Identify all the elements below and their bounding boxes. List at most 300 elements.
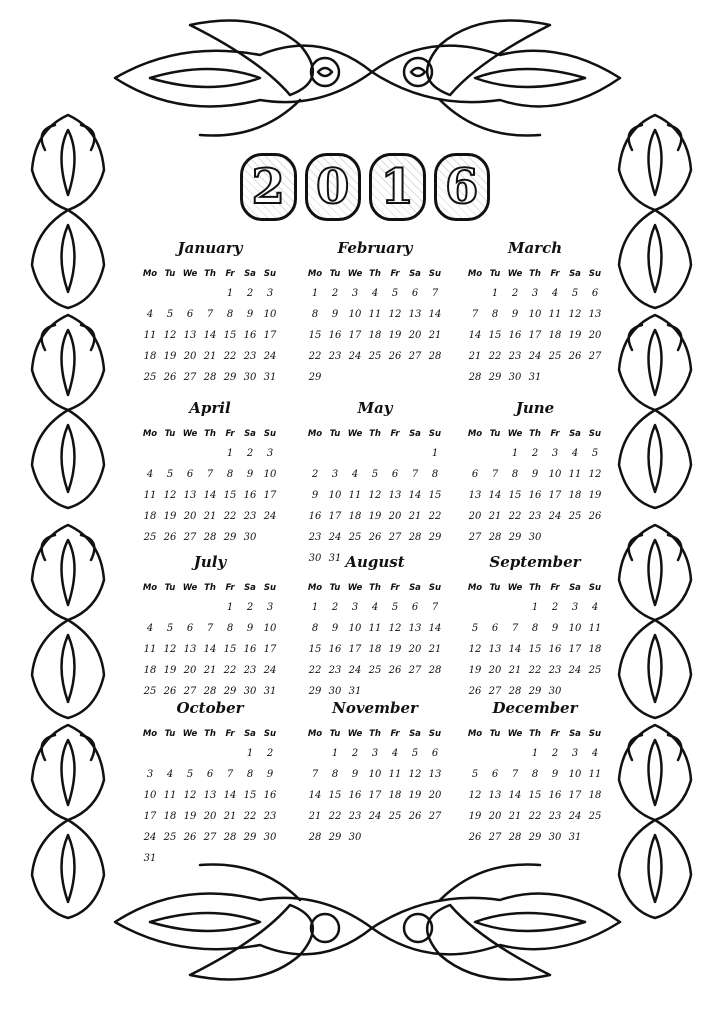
day-cell: 21 bbox=[203, 665, 217, 676]
day-cell: 5 bbox=[166, 623, 174, 634]
day-cell: 27 bbox=[183, 532, 197, 543]
day-cell: 10 bbox=[368, 769, 382, 780]
day-cell: 29 bbox=[528, 686, 542, 697]
weekday-header: Fr bbox=[390, 269, 400, 279]
day-cell: 25 bbox=[368, 351, 382, 362]
day-cell: 22 bbox=[428, 511, 442, 522]
day-cell: 31 bbox=[328, 553, 342, 564]
day-cell: 15 bbox=[488, 330, 502, 341]
day-cell: 22 bbox=[223, 665, 237, 676]
day-cell: 20 bbox=[203, 811, 217, 822]
weekday-header: Mo bbox=[307, 269, 323, 279]
day-cell: 6 bbox=[411, 288, 419, 299]
weekday-header: Fr bbox=[225, 429, 235, 439]
weekday-header: Su bbox=[588, 729, 602, 739]
month-name: October bbox=[176, 699, 244, 717]
weekday-header: Fr bbox=[390, 583, 400, 593]
day-cell: 21 bbox=[468, 351, 482, 362]
day-cell: 20 bbox=[183, 665, 197, 676]
day-cell: 22 bbox=[488, 351, 502, 362]
day-cell: 17 bbox=[548, 490, 562, 501]
day-cell: 28 bbox=[508, 686, 522, 697]
day-cell: 3 bbox=[551, 448, 559, 459]
day-cell: 27 bbox=[183, 372, 197, 383]
day-cell: 18 bbox=[368, 330, 382, 341]
empty-day-cell bbox=[160, 598, 180, 617]
day-cell: 5 bbox=[471, 623, 479, 634]
day-cell: 14 bbox=[203, 490, 217, 501]
day-cell: 24 bbox=[568, 811, 582, 822]
day-cell: 5 bbox=[186, 769, 194, 780]
month-name: September bbox=[489, 553, 581, 571]
weekday-header: Tu bbox=[329, 269, 341, 279]
day-cell: 3 bbox=[531, 288, 539, 299]
day-cell: 29 bbox=[223, 372, 237, 383]
day-cell: 5 bbox=[371, 469, 379, 480]
weekday-header: Th bbox=[369, 429, 381, 439]
day-cell: 12 bbox=[408, 769, 422, 780]
month-day-grid bbox=[140, 726, 280, 868]
day-cell: 19 bbox=[568, 330, 582, 341]
day-cell: 19 bbox=[163, 351, 177, 362]
day-cell: 28 bbox=[508, 832, 522, 843]
day-cell: 23 bbox=[548, 665, 562, 676]
day-cell: 3 bbox=[351, 288, 359, 299]
day-cell: 19 bbox=[408, 790, 422, 801]
day-cell: 12 bbox=[163, 490, 177, 501]
month-name: April bbox=[189, 399, 231, 417]
month-name: February bbox=[337, 239, 413, 257]
day-cell: 31 bbox=[568, 832, 582, 843]
day-cell: 28 bbox=[428, 351, 442, 362]
empty-day-cell bbox=[305, 744, 325, 763]
day-cell: 23 bbox=[348, 811, 362, 822]
day-cell: 24 bbox=[548, 511, 562, 522]
day-cell: 31 bbox=[528, 372, 542, 383]
day-cell: 12 bbox=[183, 790, 197, 801]
day-cell: 27 bbox=[183, 686, 197, 697]
weekday-header: Th bbox=[369, 729, 381, 739]
day-cell: 1 bbox=[491, 288, 499, 299]
day-cell: 2 bbox=[266, 748, 274, 759]
day-cell: 28 bbox=[408, 532, 422, 543]
day-cell: 24 bbox=[263, 665, 277, 676]
day-cell: 23 bbox=[243, 511, 257, 522]
day-cell: 15 bbox=[223, 330, 237, 341]
day-cell: 6 bbox=[591, 288, 599, 299]
day-cell: 26 bbox=[388, 665, 402, 676]
day-cell: 18 bbox=[348, 511, 362, 522]
day-cell: 10 bbox=[328, 490, 342, 501]
day-cell: 5 bbox=[591, 448, 599, 459]
day-cell: 24 bbox=[368, 811, 382, 822]
day-cell: 29 bbox=[528, 832, 542, 843]
day-cell: 21 bbox=[308, 811, 322, 822]
day-cell: 31 bbox=[263, 686, 277, 697]
month-september bbox=[465, 552, 605, 701]
day-cell: 8 bbox=[531, 623, 539, 634]
day-cell: 3 bbox=[571, 748, 579, 759]
weekday-header: Th bbox=[204, 729, 216, 739]
empty-day-cell bbox=[465, 284, 485, 303]
weekday-header: Mo bbox=[467, 429, 483, 439]
day-cell: 30 bbox=[243, 372, 257, 383]
day-cell: 22 bbox=[528, 811, 542, 822]
day-cell: 29 bbox=[223, 686, 237, 697]
weekday-header: Fr bbox=[550, 583, 560, 593]
year-title bbox=[240, 152, 490, 222]
day-cell: 29 bbox=[223, 532, 237, 543]
day-cell: 9 bbox=[551, 769, 559, 780]
day-cell: 6 bbox=[186, 469, 194, 480]
day-cell: 11 bbox=[368, 309, 382, 320]
weekday-header: Th bbox=[369, 583, 381, 593]
day-cell: 12 bbox=[588, 469, 602, 480]
empty-day-cell bbox=[140, 598, 160, 617]
weekday-header: Su bbox=[588, 583, 602, 593]
day-cell: 4 bbox=[591, 748, 599, 759]
day-cell: 8 bbox=[226, 623, 234, 634]
weekday-header: Tu bbox=[489, 583, 501, 593]
day-cell: 21 bbox=[223, 811, 237, 822]
day-cell: 15 bbox=[528, 644, 542, 655]
month-april bbox=[140, 398, 280, 547]
day-cell: 27 bbox=[488, 686, 502, 697]
weekday-header: Sa bbox=[244, 729, 256, 739]
day-cell: 13 bbox=[183, 490, 197, 501]
day-cell: 12 bbox=[368, 490, 382, 501]
day-cell: 19 bbox=[368, 511, 382, 522]
day-cell: 18 bbox=[368, 644, 382, 655]
day-cell: 21 bbox=[428, 330, 442, 341]
day-cell: 27 bbox=[388, 532, 402, 543]
day-cell: 24 bbox=[568, 665, 582, 676]
empty-day-cell bbox=[325, 444, 345, 463]
day-cell: 4 bbox=[571, 448, 579, 459]
day-cell: 13 bbox=[183, 330, 197, 341]
weekday-header: Tu bbox=[164, 583, 176, 593]
day-cell: 4 bbox=[146, 309, 154, 320]
day-cell: 17 bbox=[348, 644, 362, 655]
year-digit: 0 bbox=[305, 153, 362, 221]
day-cell: 27 bbox=[468, 532, 482, 543]
weekday-header: We bbox=[507, 729, 523, 739]
month-name: May bbox=[357, 399, 393, 417]
weekday-header: Tu bbox=[489, 429, 501, 439]
day-cell: 17 bbox=[263, 644, 277, 655]
month-february bbox=[305, 238, 445, 387]
year-digit: 6 bbox=[434, 153, 491, 221]
day-cell: 15 bbox=[223, 490, 237, 501]
weekday-header: Tu bbox=[164, 429, 176, 439]
day-cell: 16 bbox=[243, 330, 257, 341]
day-cell: 11 bbox=[348, 490, 362, 501]
weekday-header: Su bbox=[588, 269, 602, 279]
weekday-header: Tu bbox=[164, 729, 176, 739]
day-cell: 22 bbox=[528, 665, 542, 676]
empty-day-cell bbox=[180, 744, 200, 763]
day-cell: 18 bbox=[143, 511, 157, 522]
day-cell: 12 bbox=[163, 330, 177, 341]
day-cell: 9 bbox=[246, 469, 254, 480]
empty-day-cell bbox=[160, 444, 180, 463]
month-day-grid bbox=[305, 580, 445, 701]
day-cell: 14 bbox=[408, 490, 422, 501]
day-cell: 2 bbox=[246, 288, 254, 299]
day-cell: 26 bbox=[568, 351, 582, 362]
day-cell: 13 bbox=[388, 490, 402, 501]
month-day-grid bbox=[465, 726, 605, 847]
day-cell: 9 bbox=[331, 309, 339, 320]
day-cell: 10 bbox=[568, 769, 582, 780]
day-cell: 30 bbox=[528, 532, 542, 543]
day-cell: 16 bbox=[263, 790, 277, 801]
day-cell: 17 bbox=[263, 330, 277, 341]
day-cell: 15 bbox=[308, 644, 322, 655]
day-cell: 30 bbox=[263, 832, 277, 843]
day-cell: 8 bbox=[491, 309, 499, 320]
day-cell: 8 bbox=[311, 309, 319, 320]
day-cell: 15 bbox=[528, 790, 542, 801]
day-cell: 5 bbox=[571, 288, 579, 299]
day-cell: 2 bbox=[551, 748, 559, 759]
day-cell: 19 bbox=[163, 511, 177, 522]
day-cell: 19 bbox=[588, 490, 602, 501]
day-cell: 2 bbox=[531, 448, 539, 459]
month-august bbox=[305, 552, 445, 701]
weekday-header: Mo bbox=[142, 269, 158, 279]
weekday-header: Mo bbox=[142, 429, 158, 439]
weekday-header: Mo bbox=[467, 583, 483, 593]
weekday-header: Su bbox=[263, 583, 277, 593]
month-day-grid bbox=[305, 726, 445, 847]
empty-day-cell bbox=[180, 284, 200, 303]
day-cell: 6 bbox=[411, 602, 419, 613]
month-may bbox=[305, 398, 445, 568]
day-cell: 9 bbox=[246, 623, 254, 634]
day-cell: 14 bbox=[203, 644, 217, 655]
day-cell: 26 bbox=[468, 832, 482, 843]
empty-day-cell bbox=[465, 444, 485, 463]
day-cell: 25 bbox=[588, 665, 602, 676]
day-cell: 1 bbox=[531, 602, 539, 613]
weekday-header: We bbox=[347, 429, 363, 439]
day-cell: 27 bbox=[203, 832, 217, 843]
day-cell: 9 bbox=[246, 309, 254, 320]
day-cell: 13 bbox=[203, 790, 217, 801]
weekday-header: Sa bbox=[409, 583, 421, 593]
day-cell: 3 bbox=[351, 602, 359, 613]
month-name: July bbox=[193, 553, 227, 571]
day-cell: 16 bbox=[243, 490, 257, 501]
empty-day-cell bbox=[200, 284, 220, 303]
day-cell: 17 bbox=[143, 811, 157, 822]
weekday-header: Mo bbox=[467, 729, 483, 739]
month-december bbox=[465, 698, 605, 847]
month-name: August bbox=[345, 553, 405, 571]
day-cell: 16 bbox=[328, 330, 342, 341]
empty-day-cell bbox=[305, 444, 325, 463]
day-cell: 1 bbox=[226, 602, 234, 613]
day-cell: 11 bbox=[143, 490, 157, 501]
weekday-header: Tu bbox=[164, 269, 176, 279]
month-name: November bbox=[332, 699, 418, 717]
day-cell: 25 bbox=[568, 511, 582, 522]
empty-day-cell bbox=[200, 744, 220, 763]
day-cell: 19 bbox=[468, 811, 482, 822]
day-cell: 8 bbox=[511, 469, 519, 480]
day-cell: 22 bbox=[328, 811, 342, 822]
day-cell: 12 bbox=[468, 790, 482, 801]
day-cell: 15 bbox=[328, 790, 342, 801]
day-cell: 25 bbox=[143, 686, 157, 697]
day-cell: 15 bbox=[308, 330, 322, 341]
day-cell: 2 bbox=[511, 288, 519, 299]
empty-day-cell bbox=[160, 744, 180, 763]
day-cell: 8 bbox=[331, 769, 339, 780]
day-cell: 17 bbox=[328, 511, 342, 522]
day-cell: 5 bbox=[471, 769, 479, 780]
day-cell: 25 bbox=[143, 372, 157, 383]
weekday-header: Sa bbox=[244, 269, 256, 279]
day-cell: 21 bbox=[203, 351, 217, 362]
day-cell: 17 bbox=[568, 644, 582, 655]
day-cell: 7 bbox=[206, 623, 214, 634]
day-cell: 18 bbox=[588, 644, 602, 655]
day-cell: 12 bbox=[468, 644, 482, 655]
day-cell: 19 bbox=[163, 665, 177, 676]
day-cell: 6 bbox=[206, 769, 214, 780]
day-cell: 23 bbox=[328, 351, 342, 362]
year-digit: 1 bbox=[369, 153, 426, 221]
day-cell: 1 bbox=[331, 748, 339, 759]
weekday-header: Sa bbox=[569, 583, 581, 593]
empty-day-cell bbox=[385, 444, 405, 463]
weekday-header: Th bbox=[204, 269, 216, 279]
day-cell: 24 bbox=[328, 532, 342, 543]
day-cell: 11 bbox=[143, 644, 157, 655]
day-cell: 12 bbox=[388, 309, 402, 320]
weekday-header: Su bbox=[428, 583, 442, 593]
month-june bbox=[465, 398, 605, 547]
day-cell: 17 bbox=[263, 490, 277, 501]
day-cell: 8 bbox=[226, 309, 234, 320]
weekday-header: Th bbox=[204, 583, 216, 593]
day-cell: 9 bbox=[531, 469, 539, 480]
day-cell: 16 bbox=[548, 644, 562, 655]
month-name: June bbox=[515, 399, 555, 417]
day-cell: 12 bbox=[568, 309, 582, 320]
day-cell: 13 bbox=[488, 644, 502, 655]
day-cell: 7 bbox=[226, 769, 234, 780]
weekday-header: Mo bbox=[467, 269, 483, 279]
empty-day-cell bbox=[505, 598, 525, 617]
day-cell: 30 bbox=[348, 832, 362, 843]
day-cell: 2 bbox=[331, 602, 339, 613]
day-cell: 14 bbox=[428, 309, 442, 320]
day-cell: 13 bbox=[408, 623, 422, 634]
weekday-header: Fr bbox=[390, 429, 400, 439]
day-cell: 1 bbox=[311, 602, 319, 613]
top-flourish-ornament bbox=[115, 21, 620, 136]
weekday-header: Mo bbox=[142, 729, 158, 739]
day-cell: 26 bbox=[468, 686, 482, 697]
day-cell: 8 bbox=[246, 769, 254, 780]
day-cell: 7 bbox=[411, 469, 419, 480]
day-cell: 15 bbox=[428, 490, 442, 501]
day-cell: 16 bbox=[308, 511, 322, 522]
day-cell: 14 bbox=[203, 330, 217, 341]
weekday-header: We bbox=[347, 269, 363, 279]
day-cell: 11 bbox=[548, 309, 562, 320]
day-cell: 23 bbox=[308, 532, 322, 543]
day-cell: 11 bbox=[568, 469, 582, 480]
day-cell: 24 bbox=[143, 832, 157, 843]
day-cell: 28 bbox=[308, 832, 322, 843]
empty-day-cell bbox=[465, 744, 485, 763]
month-day-grid bbox=[465, 266, 605, 387]
day-cell: 20 bbox=[488, 665, 502, 676]
day-cell: 25 bbox=[368, 665, 382, 676]
day-cell: 7 bbox=[206, 309, 214, 320]
day-cell: 24 bbox=[263, 511, 277, 522]
weekday-header: Th bbox=[204, 429, 216, 439]
day-cell: 26 bbox=[163, 372, 177, 383]
day-cell: 17 bbox=[368, 790, 382, 801]
empty-day-cell bbox=[485, 598, 505, 617]
weekday-header: Tu bbox=[329, 583, 341, 593]
day-cell: 10 bbox=[528, 309, 542, 320]
day-cell: 30 bbox=[308, 553, 322, 564]
day-cell: 3 bbox=[266, 602, 274, 613]
month-january bbox=[140, 238, 280, 387]
day-cell: 14 bbox=[488, 490, 502, 501]
empty-day-cell bbox=[140, 284, 160, 303]
day-cell: 21 bbox=[488, 511, 502, 522]
day-cell: 25 bbox=[388, 811, 402, 822]
day-cell: 4 bbox=[391, 748, 399, 759]
month-day-grid bbox=[140, 580, 280, 701]
day-cell: 20 bbox=[183, 511, 197, 522]
day-cell: 30 bbox=[243, 532, 257, 543]
weekday-header: Sa bbox=[569, 269, 581, 279]
day-cell: 30 bbox=[243, 686, 257, 697]
weekday-header: Mo bbox=[142, 583, 158, 593]
day-cell: 6 bbox=[391, 469, 399, 480]
day-cell: 13 bbox=[488, 790, 502, 801]
day-cell: 28 bbox=[203, 372, 217, 383]
day-cell: 23 bbox=[528, 511, 542, 522]
day-cell: 30 bbox=[548, 832, 562, 843]
day-cell: 26 bbox=[163, 686, 177, 697]
day-cell: 11 bbox=[388, 769, 402, 780]
weekday-header: Su bbox=[263, 429, 277, 439]
day-cell: 29 bbox=[328, 832, 342, 843]
day-cell: 7 bbox=[471, 309, 479, 320]
day-cell: 25 bbox=[548, 351, 562, 362]
weekday-header: We bbox=[507, 429, 523, 439]
day-cell: 19 bbox=[388, 330, 402, 341]
day-cell: 17 bbox=[528, 330, 542, 341]
day-cell: 18 bbox=[163, 811, 177, 822]
day-cell: 16 bbox=[508, 330, 522, 341]
weekday-header: We bbox=[347, 583, 363, 593]
day-cell: 20 bbox=[488, 811, 502, 822]
day-cell: 26 bbox=[388, 351, 402, 362]
day-cell: 5 bbox=[411, 748, 419, 759]
day-cell: 10 bbox=[348, 309, 362, 320]
day-cell: 28 bbox=[203, 532, 217, 543]
